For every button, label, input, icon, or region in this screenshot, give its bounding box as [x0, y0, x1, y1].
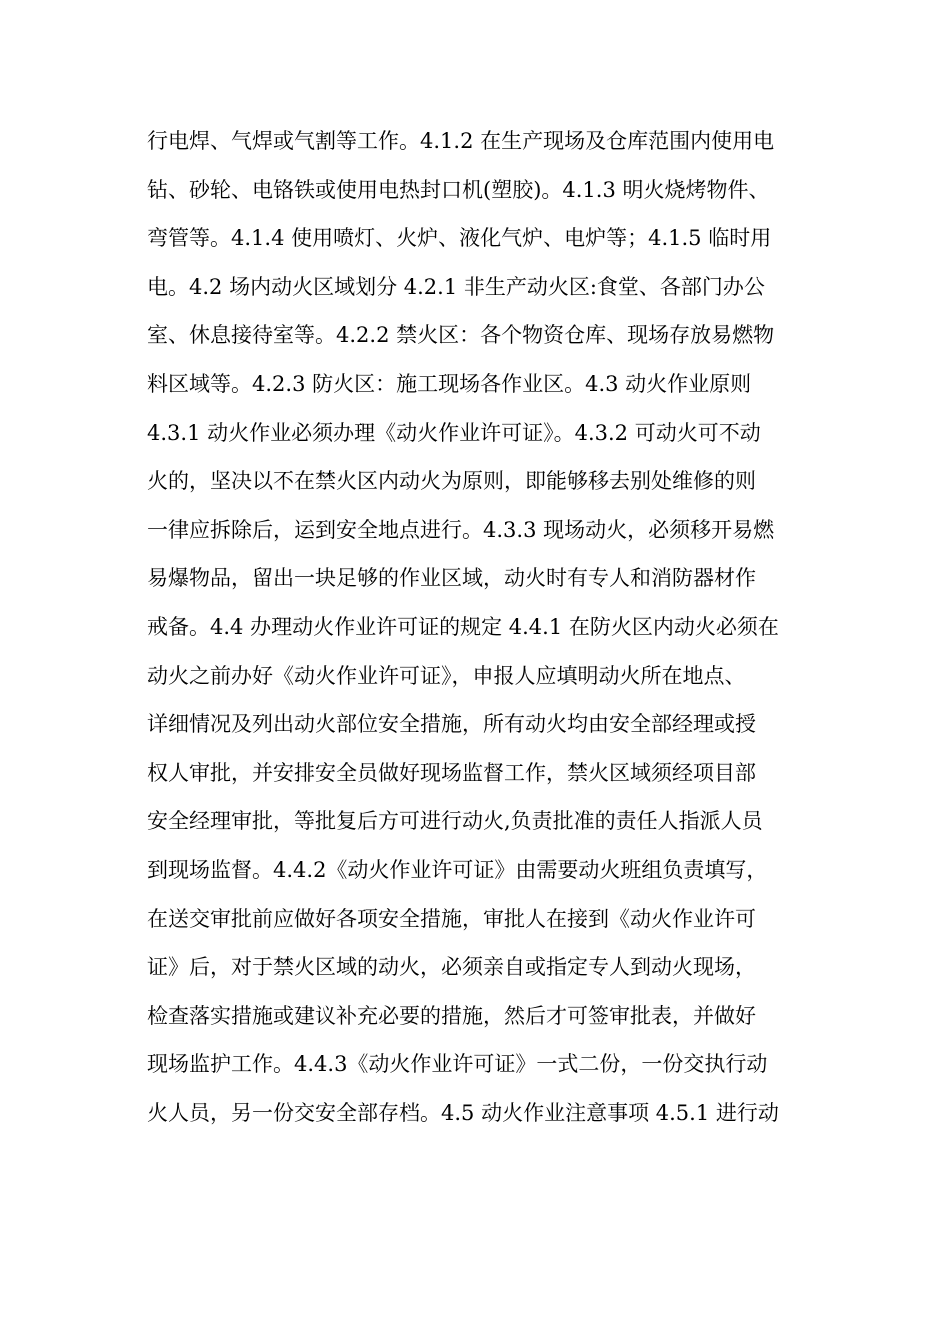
- text-line: 详细情况及列出动火部位安全措施，所有动火均由安全部经理或授: [147, 712, 756, 737]
- text-line: 4.3.1 动火作业必须办理《动火作业许可证》。4.3.2 可动火可不动: [147, 420, 761, 445]
- text-line: 钻、砂轮、电铬铁或使用电热封口机(塑胶)。4.1.3 明火烧烤物件、: [147, 177, 770, 202]
- text-line: 戒备。4.4 办理动火作业许可证的规定 4.4.1 在防火区内动火必须在: [147, 614, 779, 639]
- text-line: 一律应拆除后，运到安全地点进行。4.3.3 现场动火，必须移开易燃: [147, 517, 775, 542]
- text-line: 易爆物品，留出一块足够的作业区域，动火时有专人和消防器材作: [147, 566, 756, 591]
- text-line: 检查落实措施或建议补充必要的措施，然后才可签审批表，并做好: [147, 1003, 756, 1028]
- body-text: [147, 117, 807, 1137]
- text-line: 权人审批，并安排安全员做好现场监督工作，禁火区域须经项目部: [147, 760, 756, 785]
- text-line: 动火之前办好《动火作业许可证》，申报人应填明动火所在地点、: [147, 663, 746, 688]
- text-line: 证》后，对于禁火区域的动火，必须亲自或指定专人到动火现场，: [147, 955, 756, 980]
- text-line: 室、休息接待室等。4.2.2 禁火区：各个物资仓库、现场存放易燃物: [147, 323, 775, 348]
- text-line: 安全经理审批，等批复后方可进行动火,负责批准的责任人指派人员: [147, 809, 763, 834]
- text-line: 行电焊、气焊或气割等工作。4.1.2 在生产现场及仓库范围内使用电: [147, 129, 775, 153]
- text-line: 到现场监督。4.4.2《动火作业许可证》由需要动火班组负责填写，: [147, 857, 768, 882]
- text-line: 料区域等。4.2.3 防火区：施工现场各作业区。4.3 动火作业原则: [147, 371, 752, 396]
- text-line: 现场监护工作。4.4.3《动火作业许可证》一式二份，一份交执行动: [147, 1052, 768, 1077]
- text-line: 电。4.2 场内动火区域划分 4.2.1 非生产动火区:食堂、各部门办公: [147, 274, 765, 299]
- text-line: 火人员，另一份交安全部存档。4.5 动火作业注意事项 4.5.1 进行动: [147, 1100, 779, 1125]
- text-line: 弯管等。4.1.4 使用喷灯、火炉、液化气炉、电炉等；4.1.5 临时用: [147, 226, 772, 251]
- text-line: 在送交审批前应做好各项安全措施，审批人在接到《动火作业许可: [147, 906, 756, 931]
- text-line: 火的，坚决以不在禁火区内动火为原则，即能够移去别处维修的则: [147, 469, 756, 494]
